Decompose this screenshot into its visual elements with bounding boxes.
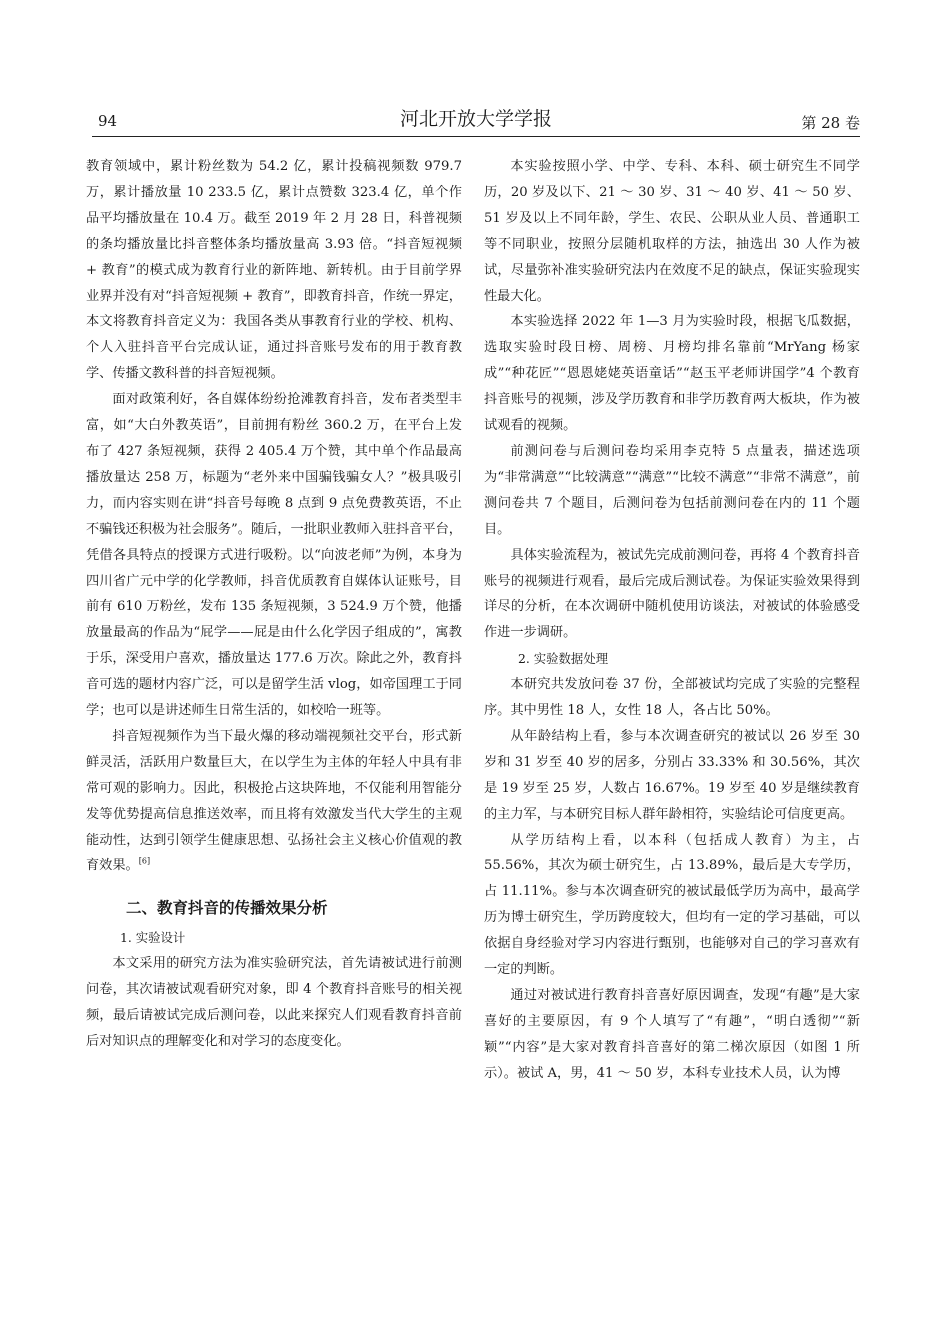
right-column <box>484 154 860 1087</box>
left-column <box>86 154 462 1055</box>
paragraph: 通过对被试进行教育抖音喜好原因调查，发现“有趣”是大家喜好的主要原因，有 9 个人填写了“有趣”，“明白透彻”“新颖”“内容”是大家对教育抖音喜好的第二梯次原因（如图 1 所示）。被试 A，男，41 ～ 50 岁，本科专业技术人员，认为博 <box>484 988 860 1081</box>
paragraph-with-citation <box>86 724 462 879</box>
paragraph: 前测问卷与后测问卷均采用李克特 5 点量表，描述选项为“非常满意”“比较满意”“满意”“比较不满意”“非常不满意”，前测问卷共 7 个题目，后测问卷为包括前测问卷在内的 11 个题目。 <box>484 443 860 537</box>
subsection-heading: 1. 实验设计 <box>120 930 186 946</box>
paragraph: 从年龄结构上看，参与本次调查研究的被试以 26 岁至 30 岁和 31 岁至 40 岁的居多，分别占 33.33% 和 30.56%，其次是 19 岁至 25 岁，人数占 16.67%。19 岁至 40 岁是继续教育的主力军，与本研究目标人群年龄相符，实验结论可信度更高。 <box>484 728 860 822</box>
paragraph: 面对政策利好，各自媒体纷纷抢滩教育抖音，发布者类型丰富，如“大白外教英语”，目前拥有粉丝 360.2 万，在平台上发布了 427 条短视频，获得 2 405.4 万个赞，其中单个作品最高播放量达 258 万，标题为“老外来中国骗钱骗女人？”极具吸引力，而内容实则在讲“抖音号每晚 8 点到 9 点免费教英语，不止不骗钱还积极为社会服务”。随后，一批职业教师入驻抖音平台，凭借各具特点的授课方式进行吸粉。以“向波老师”为例，本身为四川省广元中学的化学教师，抖音优质教育自媒体认证账号，目前有 610 万粉丝，发布 135 条短视频，3 524.9 万个赞，他播放量最高的作品为“屁学——屁是由什么化学因子组成的”，寓教于乐，深受用户喜欢，播放量达 177.6 万次。除此之外，教育抖音可选的题材内容广泛，可以是留学生活 vlog，如帝国理工于同学；也可以是讲述师生日常生活的，如校哈一班等。 <box>86 392 462 719</box>
header-rule <box>92 136 860 137</box>
citation-ref: [6] <box>138 857 151 867</box>
page-number: 94 <box>98 112 118 130</box>
section-heading: 二、教育抖音的传播效果分析 <box>126 899 328 918</box>
paragraph: 从学历结构上看，以本科（包括成人教育）为主，占 55.56%，其次为硕士研究生，占 13.89%，最后是大专学历，占 11.11%。参与本次调查研究的被试最低学历为高中，最高学历为博士研究生，学历跨度较大，但均有一定的学习基础，可以依据自身经验对学习内容进行甄别，也能够对自己的学习喜欢有一定的判断。 <box>484 832 860 978</box>
paragraph-text: 抖音短视频作为当下最火爆的移动端视频社交平台，形式新鲜灵活，活跃用户数量巨大，在以学生为主体的年轻人中具有非常可观的影响力。因此，积极抢占这块阵地，不仅能利用智能分发等优势提高信息推送效率，而且将有效激发当代大学生的主观能动性，达到引领学生健康思想、弘扬社会主义核心价值观的教育效果。 <box>86 728 462 874</box>
paragraph: 具体实验流程为，被试先完成前测问卷，再将 4 个教育抖音账号的视频进行观看，最后完成后测试卷。为保证实验效果得到详尽的分析，在本次调研中随机使用访谈法，对被试的体验感受作进一步调研。 <box>484 547 860 641</box>
paragraph: 本研究共发放问卷 37 份，全部被试均完成了实验的完整程序。其中男性 18 人，女性 18 人，各占比 50%。 <box>484 677 860 719</box>
paragraph: 本实验选择 2022 年 1—3 月为实验时段，根据飞瓜数据，选取实验时段日榜、周榜、月榜均排名靠前“MrYang 杨家成”“种花匠”“恩恩姥姥英语童话”“赵玉平老师讲国学”4 个教育抖音账号的视频，涉及学历教育和非学历教育两大板块，作为被试观看的视频。 <box>484 314 860 434</box>
paragraph: 本实验按照小学、中学、专科、本科、硕士研究生不同学历，20 岁及以下、21 ～ 30 岁、31 ～ 40 岁、41 ～ 50 岁、51 岁及以上不同年龄，学生、农民、公职从业人员、普通职工等不同职业，按照分层随机取样的方法，抽选出 30 人作为被试，尽量弥补准实验研究法内在效度不足的缺点，保证实验现实性最大化。 <box>484 159 860 304</box>
volume-label: 第 28 卷 <box>801 114 860 132</box>
paragraph: 教育领域中，累计粉丝数为 54.2 亿，累计投稿视频数 979.7 万，累计播放量 10 233.5 亿，累计点赞数 323.4 亿，单个作品平均播放量在 10.4 万。截至 2019 年 2 月 28 日，科普视频的条均播放量比抖音整体条均播放量高 3.93 倍。“抖音短视频 + 教育”的模式成为教育行业的新阵地、新转机。由于目前学界业界并没有对“抖音短视频 + 教育”，即教育抖音，作统一界定，本文将教育抖音定义为：我国各类从事教育行业的学校、机构、个人入驻抖音平台完成认证，通过抖音账号发布的用于教育教学、传播文教科普的抖音短视频。 <box>86 159 462 382</box>
running-header <box>92 104 860 134</box>
subsection-heading: 2. 实验数据处理 <box>518 651 609 667</box>
paragraph: 本文采用的研究方法为准实验研究法，首先请被试进行前测问卷，其次请被试观看研究对象，即 4 个教育抖音账号的相关视频，最后请被试完成后测问卷，以此来探究人们观看教育抖音前后对知识点的理解变化和对学习的态度变化。 <box>86 956 462 1049</box>
journal-title: 河北开放大学学报 <box>399 108 552 130</box>
